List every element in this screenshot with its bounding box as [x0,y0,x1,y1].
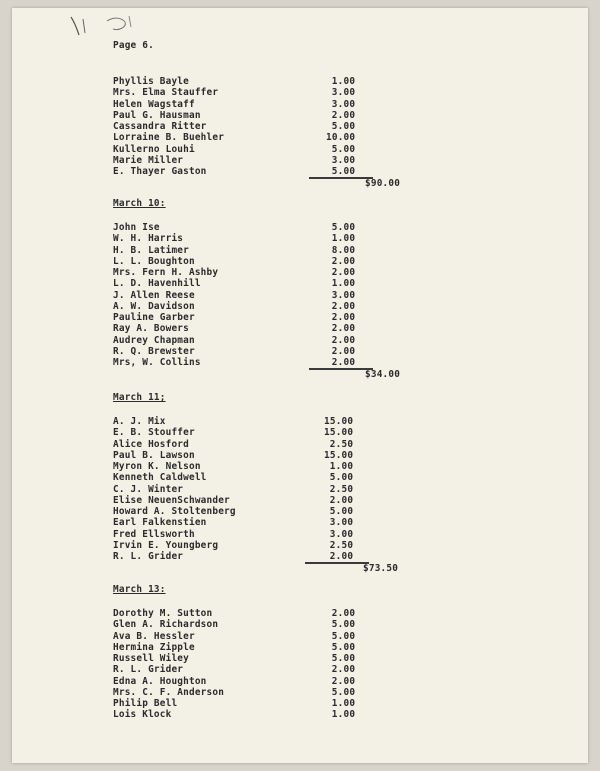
donation-amount: 2.00 [331,323,356,335]
donor-name: John Ise [113,222,160,233]
donation-amount: 3.00 [331,87,356,99]
donor-name: A. W. Davidson [113,300,195,312]
donor-name: Earl Falkenstien [113,517,207,529]
document-page [12,8,588,763]
donation-amount: 1.00 [331,76,356,87]
donation-amount: 1.00 [331,278,356,290]
donation-amount: 3.00 [329,517,354,529]
donor-name: E. B. Stouffer [113,427,195,439]
donor-name: R. L. Grider [113,664,184,676]
donor-name: Hermina Zipple [113,641,195,653]
donation-amount: 2.00 [329,551,354,562]
donation-amount: 5.00 [331,686,356,698]
section-date-heading: March 11; [113,392,166,403]
donation-amount: 5.00 [331,653,356,664]
donation-amount: 2.00 [329,494,354,506]
donor-name: Mrs. Elma Stauffer [113,87,219,99]
donation-amount: 5.00 [329,506,354,517]
donor-name: J. Allen Reese [113,289,195,301]
donation-amount: 2.00 [331,675,356,687]
donation-amount: 3.00 [331,154,356,166]
donation-amount: 2.50 [329,438,354,450]
donation-amount: 5.00 [331,143,356,155]
donor-name: Howard A. Stoltenberg [113,506,236,517]
donor-name: Phyllis Bayle [113,76,189,87]
subtotal-amount: $73.50 [363,563,399,574]
subtotal-rule [305,562,369,564]
donor-name: Irvin E. Youngberg [113,539,219,551]
donation-amount: 8.00 [331,244,356,256]
subtotal-amount: $34.00 [365,369,401,380]
donation-amount: 15.00 [324,449,354,461]
donation-amount: 2.00 [331,664,356,676]
donor-name: Russell Wiley [113,653,189,664]
donor-name: W. H. Harris [113,233,184,245]
donor-name: Paul B. Lawson [113,449,195,461]
donor-name: C. J. Winter [113,483,184,495]
donor-name: Kullerno Louhi [113,143,195,155]
donor-name: H. B. Latimer [113,244,189,256]
donation-amount: 2.00 [331,334,356,346]
donation-amount: 2.00 [331,109,356,121]
donor-name: R. L. Grider [113,551,184,562]
donor-name: Helen Wagstaff [113,98,195,110]
donor-name: Kenneth Caldwell [113,472,207,484]
donor-name: Fred Ellsworth [113,528,195,540]
subtotal-rule [309,177,373,179]
subtotal-rule [309,368,373,370]
donor-name: A. J. Mix [113,416,166,427]
donation-amount: 5.00 [331,166,356,177]
donor-name: Ava B. Hessler [113,630,195,642]
donation-amount: 2.00 [331,357,356,368]
donation-amount: 1.00 [329,461,354,472]
donation-amount: 5.00 [331,619,356,631]
donor-name: Audrey Chapman [113,334,195,346]
donor-name: R. Q. Brewster [113,345,195,357]
donation-amount: 1.00 [331,698,356,709]
page-label: Page 6. [113,40,154,51]
donation-amount: 5.00 [331,222,356,233]
donation-amount: 1.00 [331,233,356,245]
donor-name: Dorothy M. Sutton [113,608,213,619]
donation-amount: 15.00 [324,427,354,439]
donation-amount: 5.00 [331,630,356,642]
donor-name: E. Thayer Gaston [113,166,207,177]
donation-amount: 2.00 [331,312,356,323]
donation-amount: 2.00 [331,608,356,619]
subtotal-amount: $90.00 [365,178,401,189]
donation-amount: 5.00 [331,641,356,653]
donor-name: Cassandra Ritter [113,121,207,132]
donor-name: Philip Bell [113,698,178,709]
donor-name: Marie Miller [113,154,184,166]
donor-name: Mrs. Fern H. Ashby [113,267,219,278]
donor-name: Pauline Garber [113,312,195,323]
section-date-heading: March 13: [113,584,166,595]
donation-amount: 2.50 [329,539,354,551]
donor-name: Mrs, W. Collins [113,357,201,368]
handwritten-mark [67,13,137,39]
donation-amount: 2.00 [331,300,356,312]
section-date-heading: March 10: [113,198,166,209]
donor-name: L. D. Havenhill [113,278,201,290]
donor-name: Edna A. Houghton [113,675,207,687]
donation-amount: 2.50 [329,483,354,495]
donor-name: Ray A. Bowers [113,323,189,335]
donation-amount: 5.00 [331,121,356,132]
donor-name: Lois Klock [113,709,172,721]
donor-name: Lorraine B. Buehler [113,132,225,144]
donor-name: Paul G. Hausman [113,109,201,121]
donation-amount: 3.00 [331,289,356,301]
donor-name: Mrs. C. F. Anderson [113,686,225,698]
donation-amount: 10.00 [326,132,356,144]
donation-amount: 5.00 [329,472,354,484]
donor-name: Glen A. Richardson [113,619,219,631]
donation-amount: 15.00 [324,416,354,427]
donor-name: L. L. Boughton [113,255,195,267]
donation-amount: 1.00 [331,709,356,721]
donation-amount: 3.00 [329,528,354,540]
donor-name: Myron K. Nelson [113,461,201,472]
donation-amount: 2.00 [331,255,356,267]
donation-amount: 2.00 [331,345,356,357]
donation-amount: 2.00 [331,267,356,278]
donor-name: Alice Hosford [113,438,189,450]
donor-name: Elise NeuenSchwander [113,494,230,506]
donation-amount: 3.00 [331,98,356,110]
